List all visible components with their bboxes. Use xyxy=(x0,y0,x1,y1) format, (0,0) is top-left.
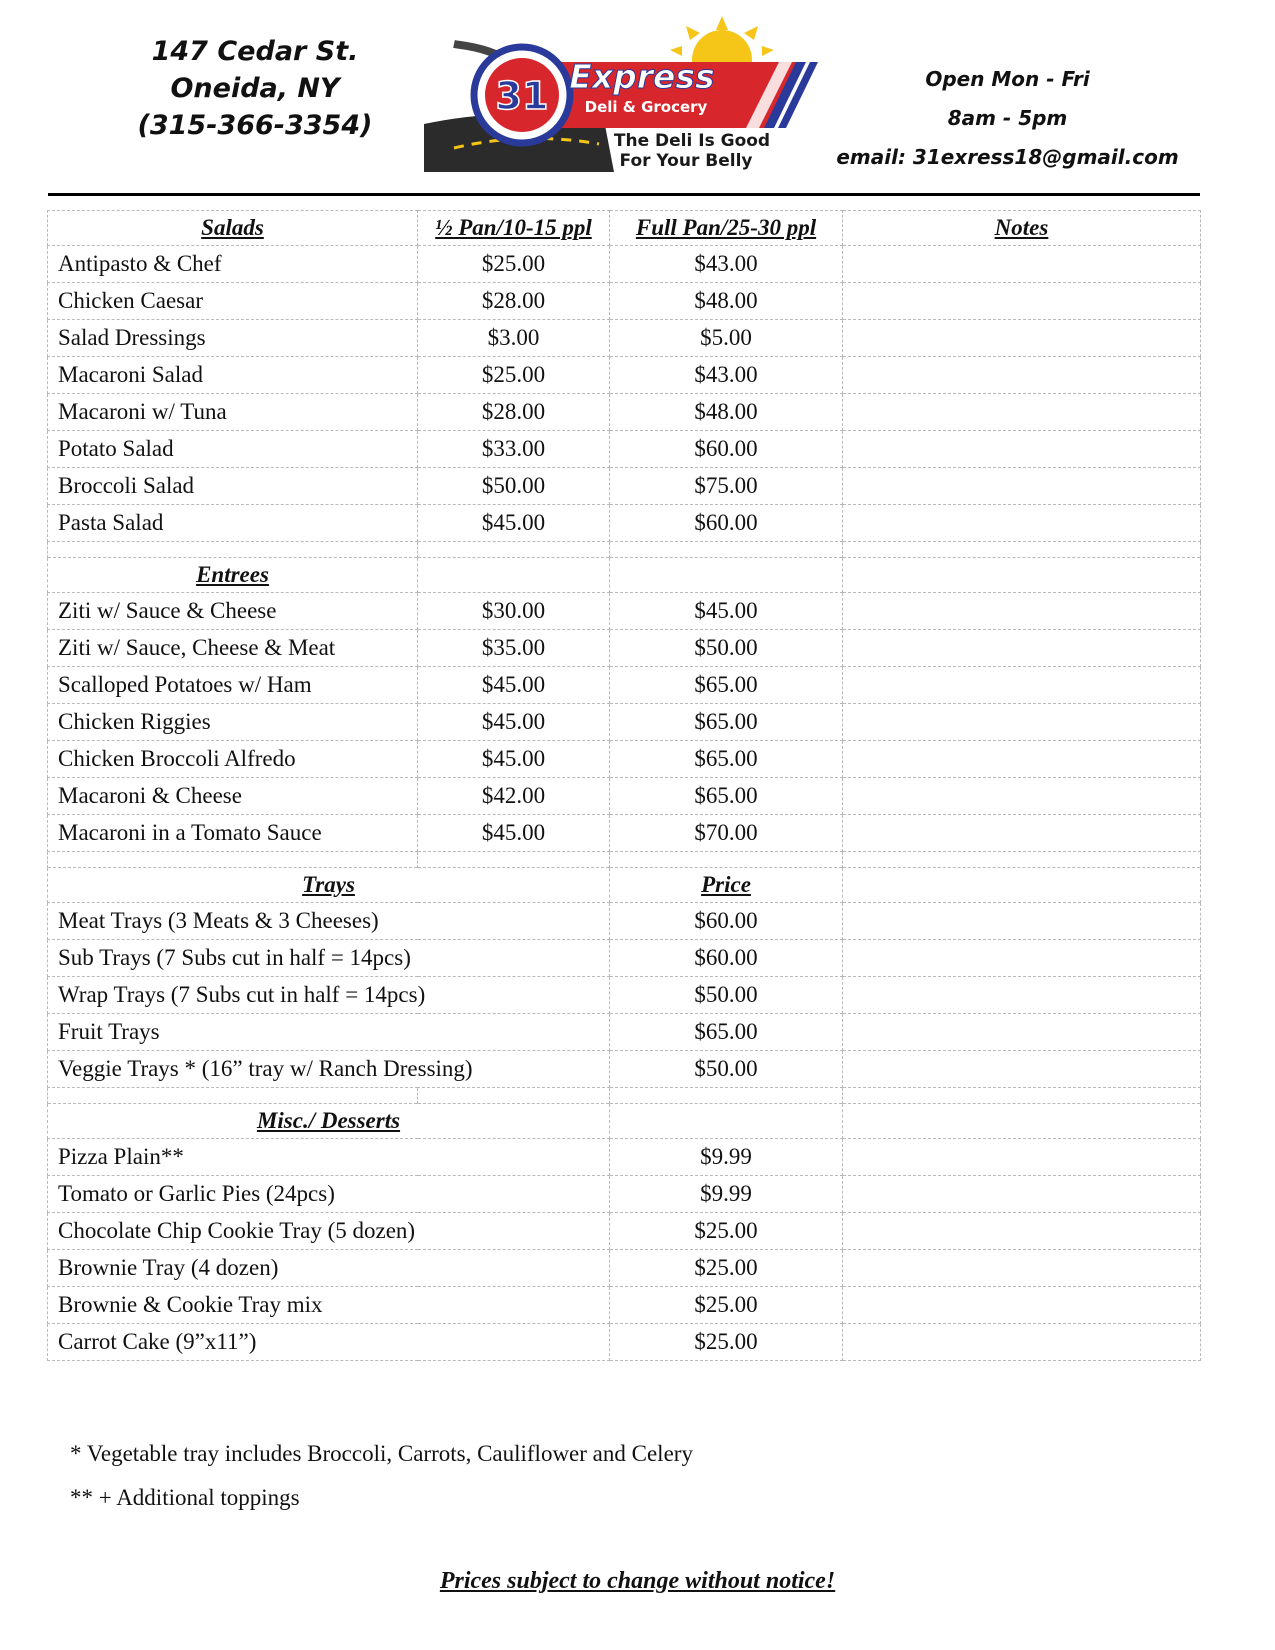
table-row xyxy=(48,320,1201,357)
notes-cell xyxy=(843,1104,1201,1139)
item-name: Ziti w/ Sauce, Cheese & Meat xyxy=(48,630,418,667)
table-row xyxy=(48,1213,1201,1250)
item-price: $25.00 xyxy=(610,1287,843,1324)
full-pan-price: $50.00 xyxy=(610,630,843,667)
spacer-cell xyxy=(610,852,843,868)
notes-cell xyxy=(843,283,1201,320)
table-row xyxy=(48,1250,1201,1287)
blank-cell xyxy=(610,558,843,593)
half-pan-price: $45.00 xyxy=(418,815,610,852)
table-row xyxy=(48,431,1201,468)
table-row xyxy=(48,630,1201,667)
item-price: $50.00 xyxy=(610,977,843,1014)
price-notice: Prices subject to change without notice! xyxy=(439,1568,836,1594)
logo-number: 31 xyxy=(495,74,549,118)
half-pan-price: $25.00 xyxy=(418,357,610,394)
section-spacer xyxy=(48,1088,1201,1104)
notes-cell xyxy=(843,1051,1201,1088)
table-row xyxy=(48,357,1201,394)
spacer-cell xyxy=(418,542,610,558)
full-pan-price: $75.00 xyxy=(610,468,843,505)
logo-name: Express xyxy=(569,57,715,96)
notes-cell xyxy=(843,246,1201,283)
notes-cell xyxy=(843,630,1201,667)
item-name: Pasta Salad xyxy=(48,505,418,542)
notes-cell xyxy=(843,357,1201,394)
item-name: Brownie & Cookie Tray mix xyxy=(48,1287,610,1324)
table-row xyxy=(48,778,1201,815)
item-price: $9.99 xyxy=(610,1139,843,1176)
store-address xyxy=(110,33,400,144)
menu-table-body xyxy=(48,211,1201,1361)
full-pan-price: $60.00 xyxy=(610,431,843,468)
item-price: $60.00 xyxy=(610,903,843,940)
item-price: $25.00 xyxy=(610,1250,843,1287)
half-pan-price: $28.00 xyxy=(418,283,610,320)
full-pan-price: $43.00 xyxy=(610,246,843,283)
item-name: Tomato or Garlic Pies (24pcs) xyxy=(48,1176,610,1213)
notes-cell xyxy=(843,593,1201,630)
item-price: $60.00 xyxy=(610,940,843,977)
item-price: $25.00 xyxy=(610,1213,843,1250)
table-row xyxy=(48,1139,1201,1176)
full-pan-price: $65.00 xyxy=(610,704,843,741)
item-name: Antipasto & Chef xyxy=(48,246,418,283)
notes-cell xyxy=(843,468,1201,505)
section-heading-trays: Trays xyxy=(48,868,610,903)
half-pan-price: $45.00 xyxy=(418,741,610,778)
half-pan-price: $3.00 xyxy=(418,320,610,357)
notes-cell xyxy=(843,1139,1201,1176)
table-row xyxy=(48,283,1201,320)
item-name: Macaroni in a Tomato Sauce xyxy=(48,815,418,852)
full-pan-price: $43.00 xyxy=(610,357,843,394)
notes-cell xyxy=(843,1250,1201,1287)
address-phone: (315-366-3354) xyxy=(137,110,373,141)
table-row xyxy=(48,1176,1201,1213)
column-header-price: Price xyxy=(610,868,843,903)
full-pan-price: $65.00 xyxy=(610,778,843,815)
half-pan-price: $45.00 xyxy=(418,704,610,741)
notes-cell xyxy=(843,940,1201,977)
table-row xyxy=(48,704,1201,741)
table-row xyxy=(48,741,1201,778)
item-name: Veggie Trays * (16” tray w/ Ranch Dressing) xyxy=(48,1051,610,1088)
spacer-cell xyxy=(418,852,610,868)
column-header-notes: Notes xyxy=(843,211,1201,246)
table-row xyxy=(48,977,1201,1014)
notes-cell xyxy=(843,320,1201,357)
section-heading-salads: Salads xyxy=(48,211,418,246)
table-row xyxy=(48,505,1201,542)
table-row xyxy=(48,593,1201,630)
spacer-cell xyxy=(610,1088,843,1104)
trays-header-row xyxy=(48,868,1201,903)
table-row xyxy=(48,903,1201,940)
full-pan-price: $48.00 xyxy=(610,394,843,431)
table-row xyxy=(48,246,1201,283)
logo-tagline-1: The Deli Is Good xyxy=(613,131,771,151)
footnote-veggie: * Vegetable tray includes Broccoli, Carrots, Cauliflower and Celery xyxy=(70,1441,693,1466)
notes-cell xyxy=(843,1176,1201,1213)
table-row xyxy=(48,394,1201,431)
notes-cell xyxy=(843,431,1201,468)
notes-cell xyxy=(843,667,1201,704)
item-name: Chicken Caesar xyxy=(48,283,418,320)
section-heading-misc-desserts: Misc./ Desserts xyxy=(48,1104,610,1139)
footnote-pizza: ** + Additional toppings xyxy=(70,1485,300,1510)
item-name: Macaroni & Cheese xyxy=(48,778,418,815)
spacer-cell xyxy=(418,1088,610,1104)
full-pan-price: $65.00 xyxy=(610,741,843,778)
table-row xyxy=(48,1287,1201,1324)
store-email: email: 31exress18@gmail.com xyxy=(836,145,1179,169)
notes-cell xyxy=(843,558,1201,593)
header-divider xyxy=(48,193,1200,196)
item-name: Salad Dressings xyxy=(48,320,418,357)
hours-days: Open Mon - Fri xyxy=(925,67,1090,91)
logo-subtitle: Deli & Grocery xyxy=(584,98,708,116)
full-pan-price: $48.00 xyxy=(610,283,843,320)
notes-cell xyxy=(843,778,1201,815)
half-pan-price: $25.00 xyxy=(418,246,610,283)
notes-cell xyxy=(843,815,1201,852)
spacer-cell xyxy=(48,852,418,868)
notes-cell xyxy=(843,1324,1201,1361)
half-pan-price: $45.00 xyxy=(418,505,610,542)
item-name: Sub Trays (7 Subs cut in half = 14pcs) xyxy=(48,940,610,977)
item-name: Carrot Cake (9”x11”) xyxy=(48,1324,610,1361)
item-price: $9.99 xyxy=(610,1176,843,1213)
table-row xyxy=(48,1014,1201,1051)
full-pan-price: $5.00 xyxy=(610,320,843,357)
notes-cell xyxy=(843,505,1201,542)
logo-tagline-2: For Your Belly xyxy=(619,151,753,171)
item-name: Chicken Riggies xyxy=(48,704,418,741)
table-row xyxy=(48,1051,1201,1088)
column-header-half-pan: ½ Pan/10-15 ppl xyxy=(418,211,610,246)
item-price: $25.00 xyxy=(610,1324,843,1361)
half-pan-price: $30.00 xyxy=(418,593,610,630)
full-pan-price: $65.00 xyxy=(610,667,843,704)
item-name: Pizza Plain** xyxy=(48,1139,610,1176)
notes-cell xyxy=(843,1287,1201,1324)
notes-cell xyxy=(843,868,1201,903)
section-spacer xyxy=(48,542,1201,558)
spacer-cell xyxy=(48,542,418,558)
store-hours xyxy=(820,60,1195,177)
notes-cell xyxy=(843,1014,1201,1051)
item-price: $50.00 xyxy=(610,1051,843,1088)
entrees-header-row xyxy=(48,558,1201,593)
half-pan-price: $35.00 xyxy=(418,630,610,667)
item-name: Chicken Broccoli Alfredo xyxy=(48,741,418,778)
spacer-cell xyxy=(843,542,1201,558)
half-pan-price: $28.00 xyxy=(418,394,610,431)
item-name: Macaroni Salad xyxy=(48,357,418,394)
hours-time: 8am - 5pm xyxy=(947,106,1068,130)
half-pan-price: $33.00 xyxy=(418,431,610,468)
spacer-cell xyxy=(610,542,843,558)
notes-cell xyxy=(843,704,1201,741)
spacer-cell xyxy=(843,852,1201,868)
item-name: Wrap Trays (7 Subs cut in half = 14pcs) xyxy=(48,977,610,1014)
notes-cell xyxy=(843,903,1201,940)
item-name: Broccoli Salad xyxy=(48,468,418,505)
section-spacer xyxy=(48,852,1201,868)
address-street: 147 Cedar St. xyxy=(151,36,359,67)
address-city: Oneida, NY xyxy=(170,73,340,104)
item-name: Ziti w/ Sauce & Cheese xyxy=(48,593,418,630)
item-price: $65.00 xyxy=(610,1014,843,1051)
notes-cell xyxy=(843,741,1201,778)
item-name: Fruit Trays xyxy=(48,1014,610,1051)
table-row xyxy=(48,1324,1201,1361)
half-pan-price: $50.00 xyxy=(418,468,610,505)
item-name: Potato Salad xyxy=(48,431,418,468)
blank-cell xyxy=(610,1104,843,1139)
full-pan-price: $70.00 xyxy=(610,815,843,852)
notes-cell xyxy=(843,1213,1201,1250)
item-name: Meat Trays (3 Meats & 3 Cheeses) xyxy=(48,903,610,940)
full-pan-price: $45.00 xyxy=(610,593,843,630)
spacer-cell xyxy=(843,1088,1201,1104)
spacer-cell xyxy=(48,1088,418,1104)
item-name: Macaroni w/ Tuna xyxy=(48,394,418,431)
store-logo xyxy=(424,16,824,172)
notes-cell xyxy=(843,394,1201,431)
item-name: Chocolate Chip Cookie Tray (5 dozen) xyxy=(48,1213,610,1250)
table-row xyxy=(48,468,1201,505)
column-header-full-pan: Full Pan/25-30 ppl xyxy=(610,211,843,246)
table-row xyxy=(48,667,1201,704)
half-pan-price: $42.00 xyxy=(418,778,610,815)
table-row xyxy=(48,940,1201,977)
full-pan-price: $60.00 xyxy=(610,505,843,542)
item-name: Scalloped Potatoes w/ Ham xyxy=(48,667,418,704)
footnotes xyxy=(70,1432,693,1520)
salads-header-row xyxy=(48,211,1201,246)
half-pan-price: $45.00 xyxy=(418,667,610,704)
notes-cell xyxy=(843,977,1201,1014)
item-name: Brownie Tray (4 dozen) xyxy=(48,1250,610,1287)
section-heading-entrees: Entrees xyxy=(48,558,418,593)
misc-header-row xyxy=(48,1104,1201,1139)
catering-menu-table xyxy=(47,210,1201,1361)
blank-cell xyxy=(418,558,610,593)
table-row xyxy=(48,815,1201,852)
